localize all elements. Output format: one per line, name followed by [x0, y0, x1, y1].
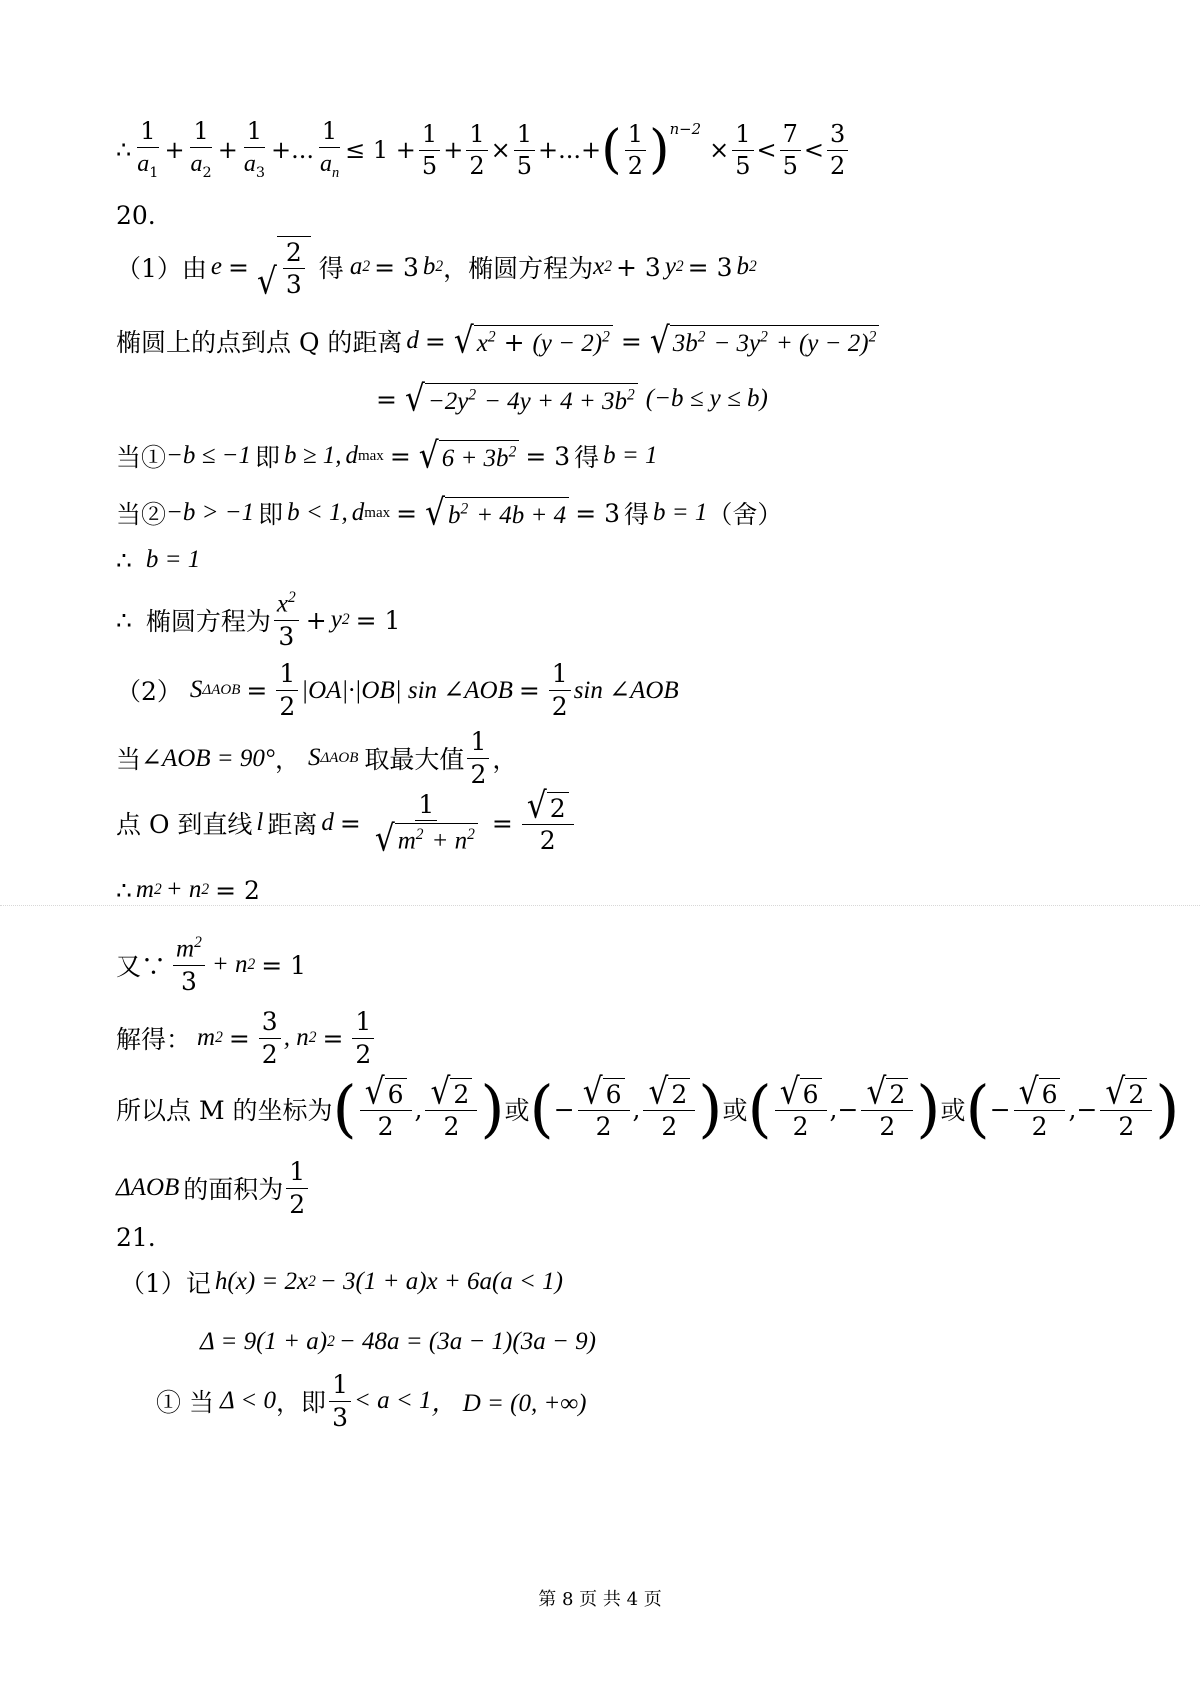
- fraction-3-2b: $\frac{3}{2}$: [259, 1008, 281, 1068]
- sqrt-distance-1: √ $x^2 + (y - 2)^2$: [454, 325, 613, 358]
- fraction-3-2: 3 2: [827, 121, 848, 179]
- line-ellipse-equation: ∴ 椭圆方程为 $x^2$ 3 + y 2 = 1: [116, 589, 401, 652]
- sqrt-case-2: √ $b^2 + 4b + 4$: [425, 497, 569, 530]
- sqrt-case-1: √ $6 + 3b^2$: [419, 440, 520, 473]
- coord-2-x: √ 6 2: [578, 1077, 630, 1141]
- line-point-m-coordinates: 所以点 M 的坐标为 ( √ 6 2 , √ 2 2 ) 或 ( − √ 6 2 , √ 2 2 ) 或 ( √ 6 2 , − √ 2 2 ) 或 ( − √ 6 2 , − √ 2 2 ): [116, 1071, 1180, 1145]
- fraction-1-5: $\frac{1}{5}$: [419, 121, 440, 179]
- fraction-1-5b: $\frac{1}{5}$: [514, 121, 535, 179]
- fraction-m2-3: $m^2$ 3: [173, 934, 205, 995]
- fraction-1-3: 1 3: [329, 1371, 351, 1431]
- sqrt-distance-2: √ $3b^2 - 3y^2 + (y - 2)^2$: [650, 325, 880, 358]
- coord-3-x: √ 6 2: [775, 1077, 827, 1141]
- fraction-1-a1: 1 $a_1$: [137, 117, 159, 181]
- question-number-20: 20.: [116, 200, 156, 230]
- line-area-formula: （2） S ΔAOB = $\frac{1}{2}$ |OA|·|OB| sin ∠AOB = $\frac{1}{2}$ sin ∠AOB: [116, 659, 679, 721]
- line-solution: 解得： m 2 = $\frac{3}{2}$ , n 2 = $\frac{1}{2}$: [116, 1006, 377, 1070]
- line-sum-inequality: ∴ 1 $a_1$ + $\frac{1}{a_2}$ + $\frac{1}{a_3}$ + ... $\frac{1}{a_n}$ ≤ 1 + $\frac{1}{5}$ + $\frac{1}{2}$ × $\frac{1}{5}$ + ... + ( 1 2 ) n−2 × $\frac{1}{5}$ < 7 5 < 3 2: [116, 120, 851, 180]
- line-case-1: 当① −b ≤ −1 即 b ≥ 1, d max = √ $6 + 3b^2$ = 3 得 b = 1: [116, 435, 658, 477]
- fraction-1-an: $\frac{1}{a_n}$: [319, 117, 340, 181]
- line-b-equals-1: ∴ b = 1: [116, 545, 201, 575]
- line-discriminant: Δ = 9(1 + a) 2 − 48a = (3a − 1)(3a − 9): [200, 1328, 596, 1355]
- coord-4-x: √ 6 2: [1014, 1077, 1066, 1141]
- fraction-half-b: $\frac{1}{2}$: [549, 660, 571, 720]
- sqrt-two-thirds: √ $\frac{2}{3}$: [257, 236, 311, 299]
- line-m2-n2: ∴ m 2 + n 2 = 2: [116, 875, 260, 905]
- page-footer: 第 8 页 共 4 页: [538, 1589, 662, 1610]
- fraction-x2-3: $x^2$ 3: [274, 589, 299, 650]
- coord-3-y: √ 2 2: [861, 1077, 913, 1141]
- line-triangle-area: ΔAOB 的面积为 1 2: [116, 1156, 311, 1220]
- fraction-1-5c: $\frac{1}{5}$: [732, 121, 753, 179]
- line-case-delta-negative: ① 当 Δ < 0 ，即 1 3 < a < 1 ， D = (0, +∞): [156, 1370, 587, 1432]
- fraction-1-a3: $\frac{1}{a_3}$: [243, 117, 265, 181]
- coord-1-x: √ 6 2: [360, 1077, 412, 1141]
- fraction-1-2: $\frac{1}{2}$: [466, 121, 487, 179]
- fraction-1-2c: 1 2: [286, 1158, 308, 1218]
- le-one: ≤ 1 +: [345, 136, 416, 164]
- fraction-root2-over-2: √ 2 2: [522, 791, 574, 855]
- coord-1-y: √ 2 2: [425, 1077, 477, 1141]
- therefore-symbol: ∴: [116, 137, 132, 164]
- line-h-definition: （1）记 h (x) = 2x 2 − 3(1 + a)x + 6a(a < 1): [120, 1268, 564, 1298]
- question-number-21: 21.: [116, 1222, 156, 1252]
- line-case-2: 当② −b > −1 即 b < 1, d max = √ $b^2 + 4b + 4$ = 3 得 b = 1 （舍）: [116, 492, 783, 534]
- line-point-line-distance: 点 O 到直线 l 距离 d = 1 √ $m^2 + n^2$ = √ 2 2: [116, 790, 577, 856]
- line-distance: 椭圆上的点到点 Q 的距离 d = √ $x^2 + (y - 2)^2$ = √ $3b^2 - 3y^2 + (y - 2)^2$: [116, 316, 881, 366]
- line-eccentricity: （1）由 e = √ $\frac{2}{3}$ 得 a 2 = 3 b 2 ，椭圆方程为 x 2 + 3 y 2 = 3 b 2: [116, 237, 757, 303]
- fraction-half-power: 1 2: [625, 121, 646, 179]
- line-max-area: 当 ∠AOB = 90° ， S ΔAOB 取最大值 1 2 ，: [116, 727, 518, 789]
- line-ellipse-condition: 又∵ $m^2$ 3 + n 2 = 1: [116, 934, 307, 997]
- fraction-distance: 1 √ $m^2 + n^2$: [370, 791, 483, 855]
- sqrt-distance-3: √ $-2y^2 - 4y + 4 + 3b^2$: [405, 383, 638, 416]
- fraction-half-a: $\frac{1}{2}$: [276, 660, 298, 720]
- fraction-1-a2: $\frac{1}{a_2}$: [190, 117, 212, 181]
- coord-2-y: √ 2 2: [643, 1077, 695, 1141]
- coord-4-y: √ 2 2: [1100, 1077, 1152, 1141]
- line-distance-simplified: = √ $-2y^2 - 4y + 4 + 3b^2$ (−b ≤ y ≤ b): [376, 378, 768, 420]
- fraction-half-c: 1 2: [467, 728, 489, 788]
- fraction-1-2b: $\frac{1}{2}$: [352, 1008, 374, 1068]
- fraction-7-5: 7 5: [780, 121, 801, 179]
- exponent-n-2: n−2: [669, 120, 702, 138]
